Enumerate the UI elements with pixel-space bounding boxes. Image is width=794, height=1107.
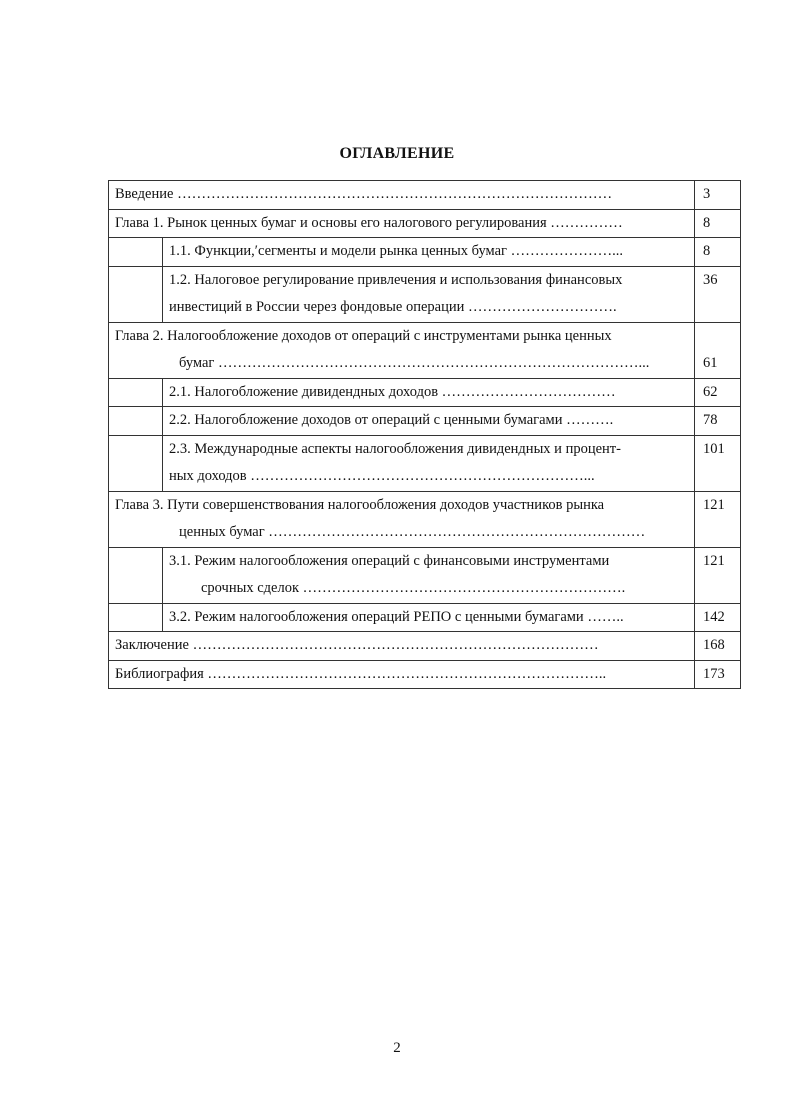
toc-page-bibliography: 173 bbox=[695, 660, 741, 689]
toc-row-intro bbox=[109, 181, 741, 210]
toc-entry-s31-line1: 3.1. Режим налогообложения операций с финансовыми инструментами bbox=[169, 552, 610, 569]
page-number: 2 bbox=[393, 1040, 401, 1056]
toc-indent-cell bbox=[109, 238, 163, 267]
toc-row-s31 bbox=[109, 547, 741, 603]
toc-page-s12: 36 bbox=[695, 266, 741, 322]
toc-page-intro: 3 bbox=[695, 181, 741, 210]
toc-page-s21: 62 bbox=[695, 378, 741, 407]
toc-row-s22 bbox=[109, 407, 741, 436]
toc-page-ch1: 8 bbox=[695, 209, 741, 238]
toc-entry-conclusion: Заключение ………………………………………………………………………… bbox=[109, 632, 695, 661]
toc-entry-s12-line2: инвестиций в России через фондовые операции …………………………. bbox=[169, 299, 617, 315]
toc-entry-s23 bbox=[163, 435, 695, 491]
toc-row-s11 bbox=[109, 238, 741, 267]
toc-entry-s23-line1: 2.3. Международные аспекты налогообложения дивидендных и процент- bbox=[169, 440, 621, 457]
toc-row-conclusion bbox=[109, 632, 741, 661]
toc-entry-s22: 2.2. Налогобложение доходов от операций с ценными бумагами ………. bbox=[163, 407, 695, 436]
toc-entry-bibliography: Библиография ……………………………………………………………………….. bbox=[109, 660, 695, 689]
toc-page-ch3: 121 bbox=[695, 491, 741, 547]
toc-row-s21 bbox=[109, 378, 741, 407]
toc-entry-s11: 1.1. Функции,ʹсегменты и модели рынка ценных бумаг …………………... bbox=[163, 238, 695, 267]
toc-entry-s31 bbox=[163, 547, 695, 603]
toc-entry-ch2-line1: Глава 2. Налогообложение доходов от операций с инструментами рынка ценных bbox=[115, 327, 612, 344]
toc-row-ch1 bbox=[109, 209, 741, 238]
toc-entry-ch2-line2: бумаг ……………………………………………………………………………... bbox=[179, 355, 650, 371]
toc-indent-cell bbox=[109, 407, 163, 436]
toc-indent-cell bbox=[109, 378, 163, 407]
toc-entry-ch3-line2: ценных бумаг …………………………………………………………………… bbox=[179, 524, 646, 540]
toc-row-bibliography bbox=[109, 660, 741, 689]
toc-entry-s12 bbox=[163, 266, 695, 322]
toc-indent-cell bbox=[109, 603, 163, 632]
toc-page-s23: 101 bbox=[695, 435, 741, 491]
toc-row-s23 bbox=[109, 435, 741, 491]
toc-indent-cell bbox=[109, 435, 163, 491]
toc-page-s32: 142 bbox=[695, 603, 741, 632]
toc-indent-cell bbox=[109, 547, 163, 603]
table-of-contents bbox=[108, 180, 741, 689]
toc-page-ch2: 61 bbox=[695, 322, 741, 378]
toc-entry-ch2 bbox=[109, 322, 695, 378]
toc-page-s11: 8 bbox=[695, 238, 741, 267]
toc-entry-ch3-line1: Глава 3. Пути совершенствования налогообложения доходов участников рынка bbox=[115, 496, 605, 513]
toc-page-s31: 121 bbox=[695, 547, 741, 603]
toc-entry-s32: 3.2. Режим налогообложения операций РЕПО с ценными бумагами …….. bbox=[163, 603, 695, 632]
toc-page-conclusion: 168 bbox=[695, 632, 741, 661]
toc-row-ch3 bbox=[109, 491, 741, 547]
toc-entry-intro: Введение ……………………………………………………………………………… bbox=[109, 181, 695, 210]
toc-entry-s31-line2: срочных сделок …………………………………………………………. bbox=[201, 580, 626, 596]
toc-row-s32 bbox=[109, 603, 741, 632]
toc-indent-cell bbox=[109, 266, 163, 322]
toc-row-ch2 bbox=[109, 322, 741, 378]
toc-row-s12 bbox=[109, 266, 741, 322]
toc-entry-ch3 bbox=[109, 491, 695, 547]
toc-entry-ch1: Глава 1. Рынок ценных бумаг и основы его налогового регулирования …………… bbox=[109, 209, 695, 238]
toc-entry-s12-line1: 1.2. Налоговое регулирование привлечения и использования финансовых bbox=[169, 271, 623, 288]
toc-entry-s23-line2: ных доходов ……………………………………………………………... bbox=[169, 468, 595, 484]
page-title: ОГЛАВЛЕНИЕ bbox=[339, 145, 455, 162]
toc-page-s22: 78 bbox=[695, 407, 741, 436]
toc-entry-s21: 2.1. Налогобложение дивидендных доходов ……………………………… bbox=[163, 378, 695, 407]
